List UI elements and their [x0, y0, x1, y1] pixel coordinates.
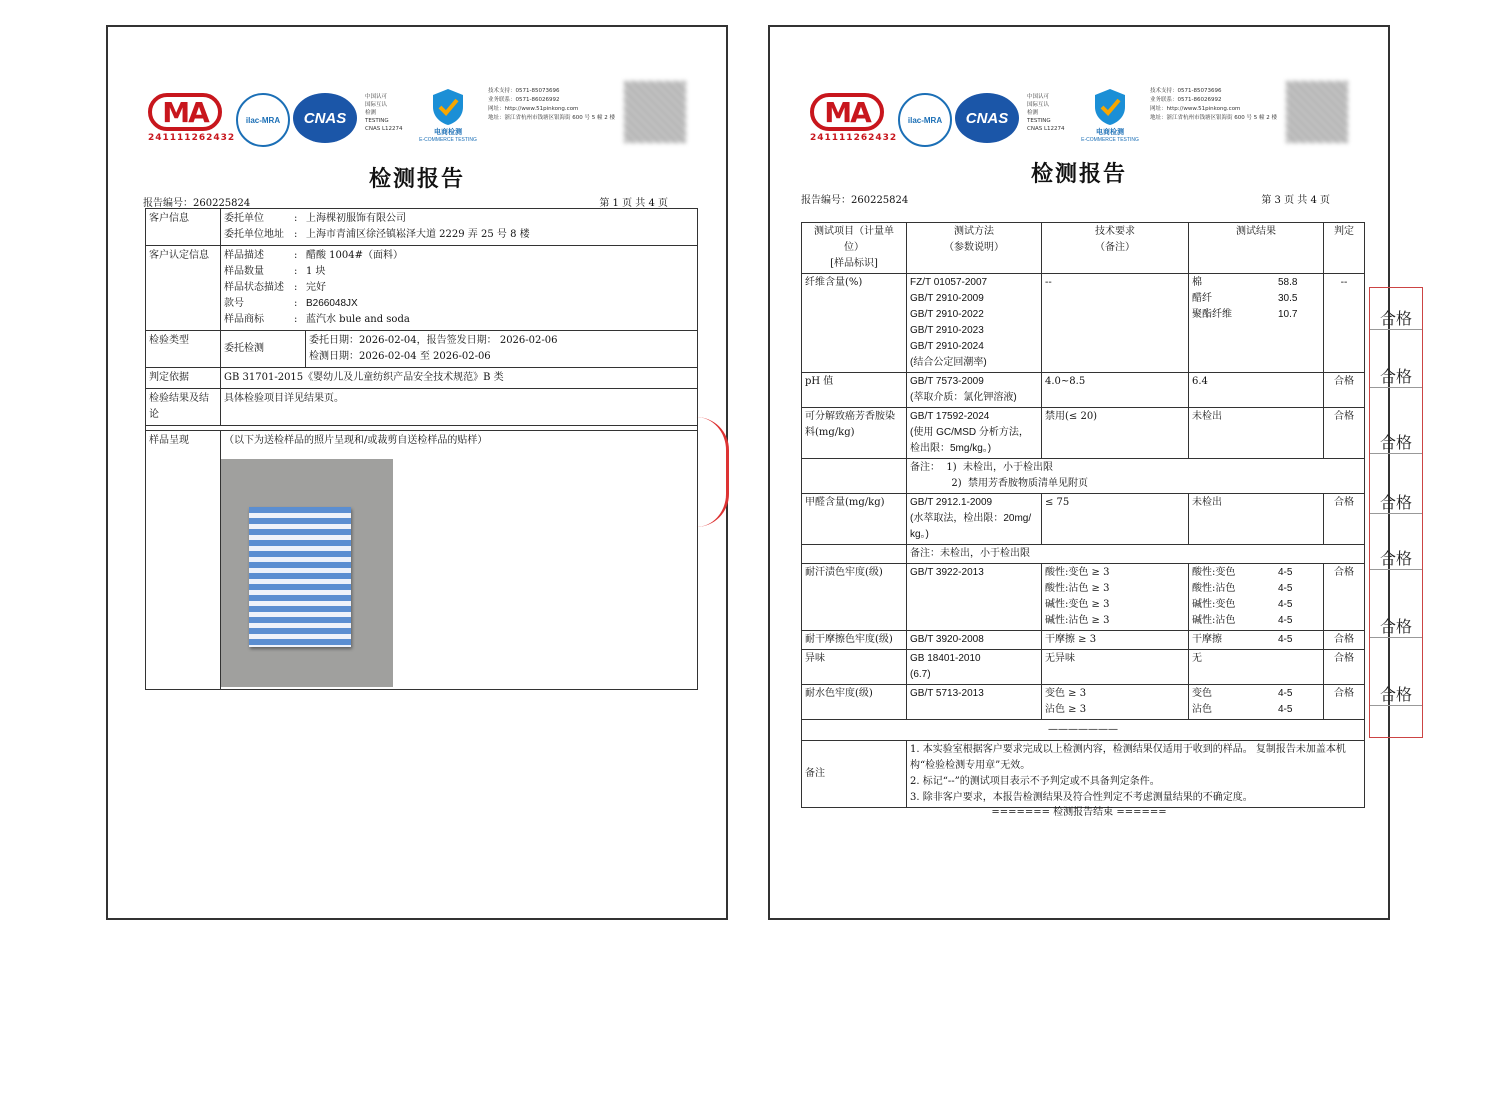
entrust-address: 上海市青浦区徐泾镇崧泽大道 2229 弄 25 号 8 楼: [306, 229, 530, 240]
row-note: 备注： 1) 未检出，小于检出限 2) 禁用芳香胺物质清单见附页: [907, 459, 1365, 494]
judgement: 合格: [1324, 631, 1365, 650]
col-header: 测试方法 （参数说明）: [907, 223, 1042, 274]
striped-fabric: [249, 507, 351, 647]
row-note: 备注：未检出，小于检出限: [907, 545, 1365, 564]
report-number: 报告编号：260225824: [801, 195, 909, 206]
judgement: --: [1324, 274, 1365, 373]
section-label: 客户信息: [146, 209, 221, 246]
shield-check-icon: [430, 87, 466, 127]
entrust-unit: 上海棵初服饰有限公司: [306, 213, 406, 224]
test-item: 耐汗渍色牢度(级): [802, 564, 907, 631]
requirement: 干摩擦 ≥ 3: [1042, 631, 1189, 650]
ecommerce-testing-logo: 电商检测 E-COMMERCE TESTING: [418, 87, 478, 147]
judgement: 合格: [1324, 650, 1365, 685]
contact-info: 技术支持：0571-85073696 业务联系：0571-86026992 网址：http://www.51pinkong.com 地址：浙江省杭州市钱塘区银海街 600 号 5 幢 2 楼: [1150, 88, 1277, 121]
result-row: [802, 274, 1365, 373]
report-end: ======= 检测报告结束 ======: [991, 807, 1167, 818]
requirement: 禁用(≤ 20): [1042, 408, 1189, 459]
test-method: GB/T 2912.1-2009 (水萃取法，检出限：20mg/ kg。): [907, 494, 1042, 545]
note-row: [802, 459, 1365, 494]
result-row: [802, 408, 1365, 459]
cnas-logo: CNAS: [293, 93, 357, 143]
report-header: [810, 87, 1348, 157]
col-header: 技术要求 （备注）: [1042, 223, 1189, 274]
result-row: [802, 564, 1365, 631]
verdict-label: 合格: [1370, 546, 1422, 570]
requirement: 变色 ≥ 3 沾色 ≥ 3: [1042, 685, 1189, 720]
judgement: 合格: [1324, 373, 1365, 408]
test-result: 棉 58.8 醋纤 30.5 聚酯纤维 10.7: [1189, 274, 1324, 373]
verdict-label: 合格: [1370, 490, 1422, 514]
test-item: pH 值: [802, 373, 907, 408]
requirement: ≤ 75: [1042, 494, 1189, 545]
ecommerce-testing-logo: 电商检测 E-COMMERCE TESTING: [1080, 87, 1140, 147]
requirement: 酸性:变色 ≥ 3 酸性:沾色 ≥ 3 碱性:变色 ≥ 3 碱性:沾色 ≥ 3: [1042, 564, 1189, 631]
test-item: 纤维含量(%): [802, 274, 907, 373]
report-page-1: [106, 25, 728, 920]
verdict-label: 合格: [1370, 306, 1422, 330]
cma-logo: MA 241111262432: [148, 93, 224, 155]
test-item: 耐水色牢度(级): [802, 685, 907, 720]
test-item: 可分解致癌芳香胺染料(mg/kg): [802, 408, 907, 459]
test-method: GB/T 17592-2024 (使用 GC/MSD 分析方法， 检出限：5mg/kg。): [907, 408, 1042, 459]
report-title: 检测报告: [368, 166, 465, 192]
test-results-table: 测试项目（计量单位） [样品标识] 测试方法 （参数说明） 技术要求 （备注） 测试结果 判定 纤维含量(%) FZ/T 01057-2007 GB/T 2910-2009 GB/T 2910-2022 GB/T 2910-2023 GB/T 2910-2024 (结合公定回潮率) -- 棉 58.8 醋纤 30.5 聚酯纤维 10.7 -- pH 值 GB/T 7573-2009 (萃取介质：氯化钾溶液) 4.0~8.5 6.4 合格 可分解致癌芳香胺染料(mg/kg) GB/T 17592-2024 (使用 GC/MSD 分析方法， 检出限：5mg/kg。) 禁用(≤ 20) 未检出 合格 备注： 1) 未检出，小于检出限 2) 禁用芳香胺物质清单见附页 甲醛含量(mg/kg) GB/T 2912.1-2009 (水萃取法，检出限：20mg/ kg。) ≤ 75 未检出 合格 备注：未检出，小于检出限 耐汗渍色牢度(级) GB/T 3922-2013 酸性:变色 ≥ 3 酸性:沾色 ≥ 3 碱性:变色 ≥ 3 碱性:沾色 ≥ 3 酸性:变色 4-5 酸性:沾色 4-5 碱性:变色 4-5 碱性:沾色 4-5 合格 耐干摩擦色牢度(级) GB/T 3920-2008 干摩擦 ≥ 3 干摩擦 4-5 合格 异味 GB 18401-2010 (6.7) 无异味 无 合格 耐水色牢度(级) GB/T 5713-2013 变色 ≥ 3 沾色 ≥ 3 变色 4-5 沾色 4-5 合格 ——————— 备注 1. 本实验室根据客户要求完成以上检测内容，检测结果仅适用于收到的样品。 复制报告未加盖本机构“检验检测专用章”无效。 2. 标记“--”的测试项目表示不予判定或不具备判定条件。 3. 除非客户要求，本报告检测结果及符合性判定不考虑测量结果的不确定度。: [801, 222, 1365, 808]
verdict-label: 合格: [1370, 430, 1422, 454]
report-title: 检测报告: [1030, 161, 1127, 187]
test-method: GB/T 5713-2013: [907, 685, 1042, 720]
note-row: [802, 545, 1365, 564]
col-header: 测试结果: [1189, 223, 1324, 274]
cnas-text: 中国认可 国际互认 检测 TESTING CNAS L12274: [365, 94, 403, 132]
requirement: --: [1042, 274, 1189, 373]
result-row: [802, 631, 1365, 650]
report-page-3: [768, 25, 1390, 920]
test-item: 耐干摩擦色牢度(级): [802, 631, 907, 650]
contact-info: 技术支持：0571-85073696 业务联系：0571-86026992 网址：http://www.51pinkong.com 地址：浙江省杭州市钱塘区银海街 600 号 5 幢 2 楼: [488, 88, 615, 121]
test-method: GB/T 3922-2013: [907, 564, 1042, 631]
page-number: 第 3 页 共 4 页: [1261, 195, 1330, 206]
test-result: 未检出: [1189, 408, 1324, 459]
judgement: 合格: [1324, 685, 1365, 720]
test-result: 变色 4-5 沾色 4-5: [1189, 685, 1324, 720]
result-row: [802, 494, 1365, 545]
test-result: 6.4: [1189, 373, 1324, 408]
verdict-label: 合格: [1370, 364, 1422, 388]
qr-code: [1286, 81, 1348, 143]
result-row: [802, 685, 1365, 720]
test-item: 甲醛含量(mg/kg): [802, 494, 907, 545]
shield-check-icon: [1092, 87, 1128, 127]
col-header: 测试项目（计量单位） [样品标识]: [802, 223, 907, 274]
test-result: 酸性:变色 4-5 酸性:沾色 4-5 碱性:变色 4-5 碱性:沾色 4-5: [1189, 564, 1324, 631]
qr-code: [624, 81, 686, 143]
section-label: 客户认定信息: [146, 246, 221, 331]
test-result: 干摩擦 4-5: [1189, 631, 1324, 650]
result-row: [802, 650, 1365, 685]
test-method: FZ/T 01057-2007 GB/T 2910-2009 GB/T 2910-2022 GB/T 2910-2023 GB/T 2910-2024 (结合公定回潮率): [907, 274, 1042, 373]
report-meta: [143, 194, 668, 209]
seal-stamp: [696, 417, 729, 527]
result-row: [802, 373, 1365, 408]
judgement: 合格: [1324, 564, 1365, 631]
cma-logo: MA 241111262432: [810, 93, 886, 155]
judgement: 合格: [1324, 408, 1365, 459]
test-result: 无: [1189, 650, 1324, 685]
page-number: 第 1 页 共 4 页: [599, 198, 668, 209]
test-result: 未检出: [1189, 494, 1324, 545]
verdict-label: 合格: [1370, 682, 1422, 706]
col-header: 判定: [1324, 223, 1365, 274]
ilac-mra-logo: ilac-MRA: [236, 93, 290, 147]
requirement: 无异味: [1042, 650, 1189, 685]
test-method: GB/T 7573-2009 (萃取介质：氯化钾溶液): [907, 373, 1042, 408]
test-dates: 检测日期：2026-02-04 至 2026-02-06: [309, 351, 491, 362]
report-number: 报告编号：260225824: [143, 198, 251, 209]
report-meta: [801, 191, 1330, 206]
entrust-dates: 委托日期：2026-02-04，报告签发日期： 2026-02-06: [309, 335, 558, 346]
judgement: 合格: [1324, 494, 1365, 545]
ilac-mra-logo: ilac-MRA: [898, 93, 952, 147]
verdict-label: 合格: [1370, 614, 1422, 638]
test-method: GB/T 3920-2008: [907, 631, 1042, 650]
test-item: 异味: [802, 650, 907, 685]
cnas-logo: CNAS: [955, 93, 1019, 143]
report-header: [148, 87, 686, 157]
judgement-basis: GB 31701-2015《婴幼儿及儿童纺织产品安全技术规范》B 类: [221, 368, 698, 389]
divider-row: ———————: [802, 720, 1365, 741]
test-method: GB 18401-2010 (6.7): [907, 650, 1042, 685]
verdict-strip: [1369, 287, 1423, 738]
remarks: 1. 本实验室根据客户要求完成以上检测内容，检测结果仅适用于收到的样品。 复制报告未加盖本机构“检验检测专用章”无效。 2. 标记“--”的测试项目表示不予判定或不具备判定条件。 3. 除非客户要求，本报告检测结果及符合性判定不考虑测量结果的不确定度。: [907, 741, 1365, 808]
requirement: 4.0~8.5: [1042, 373, 1189, 408]
sample-photo: [221, 459, 393, 687]
cnas-text: 中国认可 国际互认 检测 TESTING CNAS L12274: [1027, 94, 1065, 132]
client-info-table: 客户信息 委托单位 : 上海棵初服饰有限公司 委托单位地址 : 上海市青浦区徐泾镇崧泽大道 2229 弄 25 号 8 楼 客户认定信息 样品描述 : 醋酸 1004#（面料） 样品数量 : 1 块 样品状态描述 : 完好 款号 : B266048JX 样品商标 : 蓝汽水 bule and soda 检验类型 委托检测 委托日期：2026-02-04，报告签发日期： 2026-02-06 检测日期：2026-02-04 至 2026-02-06 判定依据 GB 31701-2015《婴幼儿及儿童纺织产品安全技术规范》B 类 检验结果及结论 具体检验项目详见结果页。 样品呈现 （以下为送检样品的照片呈现和/或裁剪自送检样品的贴样）: [145, 208, 698, 690]
